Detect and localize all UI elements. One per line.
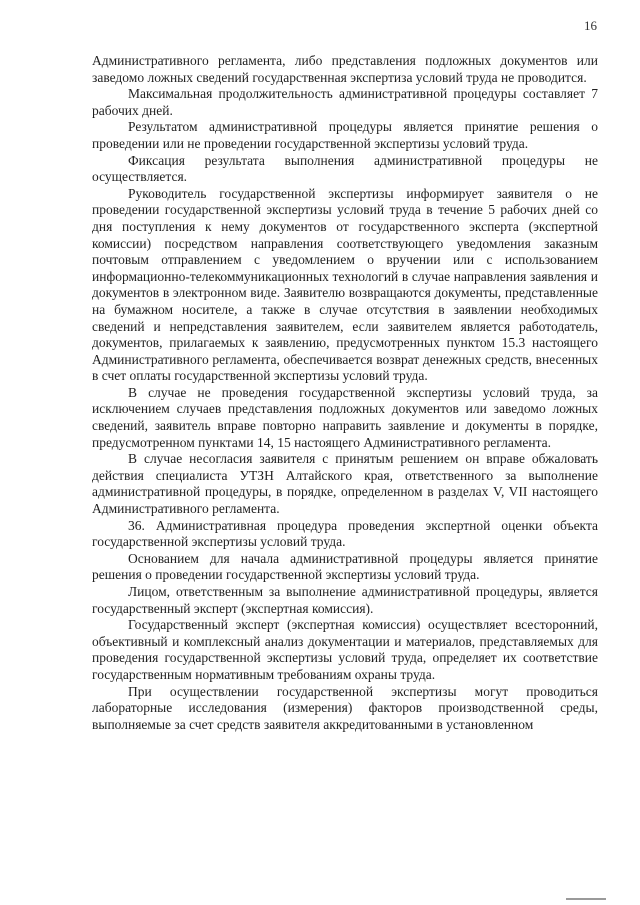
paragraph-item-36: 36. Административная процедура проведения экспертной оценки объекта государственной экспертизы условий труда. (92, 517, 598, 550)
paragraph-expert-analysis: Государственный эксперт (экспертная комиссия) осуществляет всесторонний, объективный и комплексный анализ документации и материалов, представляемых для проведения государственной экспертизы условий труда, определяет их соответствие государственным нормативным требованиям охраны труда. (92, 617, 598, 682)
paragraph-result: Результатом административной процедуры является принятие решения о проведении или не проведении государственной экспертизы условий труда. (92, 119, 598, 151)
page-number: 16 (584, 18, 597, 33)
paragraph-max-duration: Максимальная продолжительность административной процедуры составляет 7 рабочих дней. (92, 86, 598, 118)
paragraph-responsible: Лицом, ответственным за выполнение административной процедуры, является государственный эксперт (экспертная комиссия). (92, 584, 598, 616)
scan-edge-mark (566, 898, 606, 900)
paragraph-lab-research: При осуществлении государственной экспертизы могут проводиться лабораторные исследования (измерения) факторов производственной среды, выполняемые за счет средств заявителя аккредитованными в установленном (92, 683, 598, 732)
paragraph-fixation: Фиксация результата выполнения административной процедуры не осуществляется. (92, 152, 598, 185)
paragraph-continuation: Административного регламента, либо представления подложных документов или заведомо ложных сведений государственная экспертиза условий труда не проводится. (92, 53, 598, 85)
paragraph-basis: Основанием для начала административной процедуры является принятие решения о проведении государственной экспертизы условий труда. (92, 550, 598, 583)
paragraph-appeal: В случае несогласия заявителя с принятым решением он вправе обжаловать действия специалиста УТЗН Алтайского края, ответственного за выполнение административной процедуры, в порядке, определенном в разделах V, VII настоящего Административного регламента. (92, 451, 598, 517)
paragraph-head-informs: Руководитель государственной экспертизы информирует заявителя о не проведении государственной экспертизы условий труда в течение 5 рабочих дней со дня поступления к нему документов от государственного эксперта (экспертной комиссии) посредством направления соответствующего уведомления заказным почтовым отправлением с уведомлением о вручении или с использованием информационно-телекоммуникационных технологий в случае направления заявления и документов в электронном виде. Заявителю возвращаются документы, представленные на бумажном носителе, а также в случае отсутствия в заявлении необходимых сведений и непредставления заявителем, если заявителем является работодатель, документов, прилагаемых к заявлению, предусмотренных пунктом 15.3 настоящего Административного регламента, обеспечивается возврат денежных средств, внесенных в счет оплаты государственной экспертизы условий труда. (92, 185, 598, 384)
paragraph-repeat-application: В случае не проведения государственной экспертизы условий труда, за исключением случаев представления подложных документов или заведомо ложных сведений, заявитель вправе повторно направить заявление и документы в порядке, предусмотренном пунктами 14, 15 настоящего Административного регламента. (92, 384, 598, 450)
document-body (92, 53, 598, 733)
